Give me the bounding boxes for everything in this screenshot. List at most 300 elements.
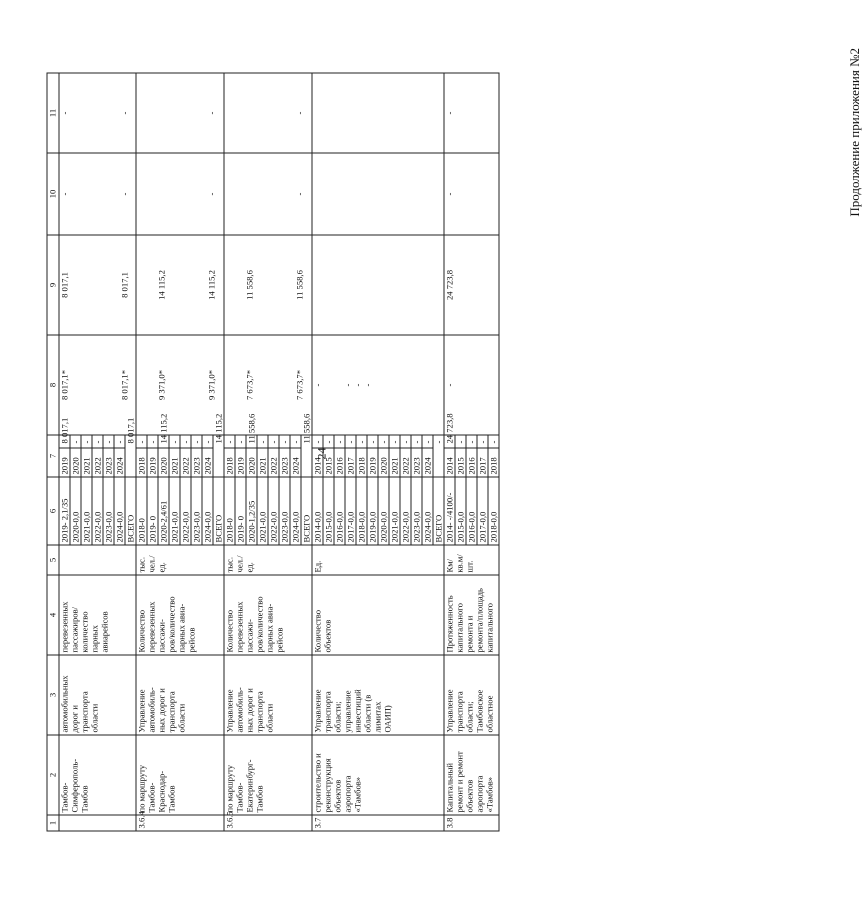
cell-text: транспорта <box>166 691 177 733</box>
cell-value <box>373 238 383 333</box>
cell-text: транспорта <box>454 691 465 733</box>
header-cell-6: 6 <box>47 477 59 545</box>
cell-value <box>323 238 333 333</box>
cell-text: пассажиров/ <box>69 606 80 653</box>
cell-value <box>177 238 187 333</box>
cell-value: - <box>206 192 217 196</box>
cell-text: Тамбов <box>79 785 90 813</box>
period-value: 2018-0,0 <box>356 478 367 545</box>
cell-text: пассажи- <box>156 619 167 653</box>
header-cell-1: 1 <box>47 815 59 831</box>
cell-c9 <box>59 235 136 335</box>
amount-year: 2014 <box>445 448 455 475</box>
cell-value <box>235 338 245 433</box>
amount-line <box>367 436 378 477</box>
cell-value <box>90 238 100 333</box>
continuation-label: Продолжение приложения №2 <box>847 48 862 217</box>
cell-text: лимитах <box>372 701 383 733</box>
cell-value <box>70 238 80 333</box>
cell-c8 <box>312 335 444 435</box>
amount-line <box>225 436 235 477</box>
period-value: 2022-0,0 <box>92 478 103 545</box>
cell-text: по маршруту <box>136 764 147 813</box>
amount-value: - <box>279 440 290 444</box>
cell-value <box>225 238 235 333</box>
amount-line <box>246 413 257 477</box>
cell-c11 <box>224 73 312 153</box>
amount-year: 2015 <box>324 448 334 475</box>
cell-value <box>403 156 413 233</box>
cell-value <box>383 156 393 233</box>
cell-value: 8 017,1* <box>119 369 130 401</box>
amount-value: 24 723,8 <box>444 413 455 444</box>
cell-value <box>110 156 120 233</box>
cell-value <box>197 76 207 151</box>
amount-line <box>169 436 180 477</box>
amount-value: - <box>411 440 422 444</box>
cell-c11 <box>444 73 499 153</box>
cell-value <box>423 156 433 233</box>
amount-line <box>191 436 202 477</box>
period-value: 2020-1,2/35 <box>246 478 257 545</box>
amount-value: - <box>378 440 389 444</box>
cell-c8 <box>136 335 224 435</box>
cell-text: Количество <box>224 609 235 653</box>
cell-c5 <box>59 545 136 575</box>
period-value: 2024-0,0 <box>290 478 301 545</box>
cell-value <box>363 76 373 151</box>
amount-value: - <box>180 440 191 444</box>
cell-text: автомобиль- <box>234 687 245 733</box>
amount-value: 14 115,2 <box>158 413 169 444</box>
cell-value <box>383 76 393 151</box>
amount-value: - <box>422 440 433 444</box>
cell-text: объектов <box>332 779 343 813</box>
cell-value: 8 017,1* <box>59 369 70 401</box>
cell-c10 <box>312 153 444 235</box>
header-cell-5: 5 <box>47 545 59 575</box>
amount-value: - <box>92 440 103 444</box>
cell-value <box>413 76 423 151</box>
cell-text: ремонта/площадь <box>474 588 485 653</box>
cell-value <box>147 76 157 151</box>
amount-line <box>400 436 411 477</box>
amount-year: 2022 <box>93 448 103 475</box>
amount-line <box>334 436 345 477</box>
amount-line <box>466 436 477 477</box>
cell-value <box>245 76 255 151</box>
cell-value <box>285 76 295 151</box>
cell-value: - <box>119 192 130 196</box>
amount-value: - <box>400 440 411 444</box>
amount-year: 2023 <box>280 448 290 475</box>
amount-line <box>114 436 125 477</box>
cell-c3 <box>444 655 499 735</box>
cell-text: ремонт и ремонт <box>454 751 465 813</box>
cell-text: области <box>89 703 100 733</box>
cell-value <box>353 156 363 233</box>
amount-value: - <box>224 440 235 444</box>
cell-text: области; <box>464 701 475 733</box>
cell-value <box>373 156 383 233</box>
header-cell-4: 4 <box>47 575 59 655</box>
cell-value <box>157 76 167 151</box>
cell-value <box>455 338 465 433</box>
cell-value <box>353 238 363 333</box>
cell-value <box>393 338 403 433</box>
cell-value <box>157 156 167 233</box>
cell-text: Км/ <box>444 558 455 573</box>
cell-text: ров/количество <box>254 596 265 653</box>
data-table <box>47 73 500 832</box>
cell-value <box>167 156 177 233</box>
amount-year: 2019 <box>148 448 158 475</box>
cell-text: «Тамбов» <box>484 776 495 813</box>
amount-line <box>213 413 224 477</box>
period-value: 2017-0,0 <box>477 478 488 545</box>
cell-value <box>100 156 110 233</box>
header-cell-3: 3 <box>47 655 59 735</box>
cell-text: Тамбов <box>166 785 177 813</box>
cell-text: тыс. <box>136 557 147 573</box>
amount-line <box>323 436 334 477</box>
period-value: 2021-0,0 <box>257 478 268 545</box>
amount-year: 2018 <box>357 448 367 475</box>
cell-value <box>265 156 275 233</box>
header-cell-2: 2 <box>47 735 59 815</box>
cell-value <box>265 238 275 333</box>
cell-value: - <box>59 111 70 115</box>
cell-value <box>343 238 353 333</box>
cell-value: - <box>362 383 373 387</box>
cell-value <box>90 156 100 233</box>
cell-value <box>275 338 285 433</box>
cell-c3 <box>59 655 136 735</box>
cell-value <box>177 76 187 151</box>
header-cell-10: 10 <box>47 153 59 235</box>
cell-value: - <box>444 383 455 387</box>
cell-text: авиарейсов <box>99 611 110 653</box>
cell-text: по маршруту <box>224 764 235 813</box>
header-cell-7: 7 <box>47 435 59 477</box>
amount-value: - <box>488 440 499 444</box>
cell-c2 <box>444 735 499 815</box>
cell-value <box>403 238 413 333</box>
amount-value: - <box>81 440 92 444</box>
cell-value <box>393 156 403 233</box>
cell-value <box>485 338 495 433</box>
cell-value <box>90 76 100 151</box>
cell-c3 <box>312 655 444 735</box>
cell-c11 <box>59 73 136 153</box>
amount-line <box>59 417 70 477</box>
cell-text: инвестиций <box>352 689 363 733</box>
period-value: 2022-0,0 <box>268 478 279 545</box>
amount-value: - <box>290 440 301 444</box>
cell-c3 <box>136 655 224 735</box>
cell-c4 <box>224 575 312 655</box>
cell-value <box>383 238 393 333</box>
amount-line <box>455 436 466 477</box>
cell-text: чел./ <box>146 555 157 573</box>
amount-value: - <box>191 440 202 444</box>
cell-c7 <box>444 413 499 477</box>
amount-year: 2024 <box>115 448 125 475</box>
row-number: 3.6.5 <box>224 811 235 829</box>
cell-text: ед. <box>156 562 167 573</box>
cell-value <box>177 156 187 233</box>
amount-line <box>235 436 246 477</box>
amount-value: - <box>312 440 323 444</box>
period-value: ВСЕГО <box>433 478 444 545</box>
amount-value: - <box>367 440 378 444</box>
cell-text: парных авиа- <box>264 603 275 653</box>
cell-value <box>285 238 295 333</box>
amount-value: 11 558,6 <box>246 413 257 444</box>
cell-value: - <box>119 111 130 115</box>
amount-value: - <box>169 440 180 444</box>
cell-value <box>485 156 495 233</box>
row-number: 3.8 <box>444 817 455 829</box>
cell-text: Управление <box>444 689 455 733</box>
cell-c10 <box>444 153 499 235</box>
cell-text: Протяженность <box>444 595 455 653</box>
amount-year: 2020 <box>71 448 81 475</box>
amount-year: 2014 <box>313 448 323 475</box>
period-value: 2024-0,0 <box>202 478 213 545</box>
cell-value <box>475 76 485 151</box>
cell-value <box>197 156 207 233</box>
cell-value <box>167 76 177 151</box>
cell-value <box>455 76 465 151</box>
cell-value <box>333 76 343 151</box>
period-value: 2023-0,0 <box>191 478 202 545</box>
cell-value <box>255 156 265 233</box>
period-value: 2017-0,0 <box>345 478 356 545</box>
cell-value <box>393 76 403 151</box>
amount-year: 2020 <box>159 448 169 475</box>
period-value: 2021-0,0 <box>81 478 92 545</box>
page-number: 24 <box>314 447 329 460</box>
cell-c7 <box>312 435 444 477</box>
amount-line <box>125 417 136 477</box>
table-row <box>136 73 224 831</box>
amount-value: - <box>455 440 466 444</box>
amount-value: - <box>433 440 444 444</box>
cell-value <box>100 238 110 333</box>
amount-year: 2023 <box>104 448 114 475</box>
amount-year: 2022 <box>401 448 411 475</box>
amount-line <box>279 436 290 477</box>
cell-text: рейсов <box>186 627 197 653</box>
cell-text: аэропорта <box>342 775 353 813</box>
row-number: 3.7 <box>312 817 323 829</box>
cell-c2 <box>136 735 224 815</box>
period-value: 2023-0,0 <box>279 478 290 545</box>
cell-text: Управление <box>312 689 323 733</box>
cell-value <box>313 238 323 333</box>
cell-value <box>110 238 120 333</box>
cell-c2 <box>312 735 444 815</box>
cell-value <box>383 338 393 433</box>
period-value: 2016-0,0 <box>466 478 477 545</box>
cell-period-values <box>224 477 312 545</box>
cell-value <box>333 338 343 433</box>
cell-c10 <box>224 153 312 235</box>
cell-text: ОАИП) <box>382 705 393 733</box>
amount-value: - <box>356 440 367 444</box>
cell-value <box>285 338 295 433</box>
cell-value: - <box>444 192 455 196</box>
cell-value <box>90 338 100 433</box>
cell-text: Тамбов- <box>59 782 70 813</box>
cell-text: области <box>264 703 275 733</box>
cell-value <box>465 338 475 433</box>
cell-text: области <box>176 703 187 733</box>
cell-value <box>465 156 475 233</box>
amount-year: 2022 <box>269 448 279 475</box>
cell-value <box>413 238 423 333</box>
cell-text: Тамбов- <box>234 782 245 813</box>
cell-text: шт. <box>464 560 475 573</box>
cell-text: Управление <box>136 689 147 733</box>
cell-c8 <box>224 335 312 435</box>
amount-year: 2024 <box>291 448 301 475</box>
cell-text: количество <box>79 611 90 653</box>
header-row <box>47 73 59 831</box>
cell-value <box>475 238 485 333</box>
cell-value <box>110 76 120 151</box>
cell-value: 14 115,2 <box>156 270 167 300</box>
cell-value: - <box>342 383 353 387</box>
cell-c10 <box>59 153 136 235</box>
cell-text: парных <box>89 625 100 653</box>
cell-value <box>323 76 333 151</box>
period-value: ВСЕГО <box>301 478 312 545</box>
cell-text: кв.м/ <box>454 554 465 573</box>
cell-c4 <box>59 575 136 655</box>
cell-value: 24 723,8 <box>444 269 455 301</box>
cell-value <box>147 156 157 233</box>
cell-text: рейсов <box>274 627 285 653</box>
period-value: 2014- -/4100/- <box>444 492 455 543</box>
amount-year: 2015 <box>456 448 466 475</box>
amount-value: 8 017,1 <box>59 417 70 444</box>
cell-value <box>137 76 147 151</box>
amount-line <box>92 436 103 477</box>
cell-value <box>265 76 275 151</box>
cell-c7 <box>59 417 136 477</box>
cell-value <box>485 238 495 333</box>
cell-value <box>413 338 423 433</box>
period-value: 2023-0,0 <box>103 478 114 545</box>
cell-text: Капитальный <box>444 763 455 813</box>
amount-line <box>444 413 455 477</box>
amount-year: 2021 <box>390 448 400 475</box>
amount-value: - <box>323 440 334 444</box>
header-cell-9: 9 <box>47 235 59 335</box>
cell-value <box>363 156 373 233</box>
cell-value <box>363 238 373 333</box>
cell-period-values <box>136 477 224 545</box>
cell-text: строительство и <box>312 753 323 813</box>
cell-value <box>423 76 433 151</box>
period-value: 2020-2,4/61 <box>158 478 169 545</box>
amount-line <box>389 436 400 477</box>
cell-value <box>197 338 207 433</box>
cell-c7 <box>136 413 224 477</box>
cell-value: - <box>444 111 455 115</box>
amount-year: 2018 <box>489 448 499 475</box>
amount-line <box>411 436 422 477</box>
cell-text: Тамбовское <box>474 689 485 733</box>
period-value: 2023-0,0 <box>411 478 422 545</box>
row-number-cell <box>136 811 224 831</box>
cell-text: ров/количество <box>166 596 177 653</box>
period-value: 2022-0,0 <box>180 478 191 545</box>
amount-line <box>147 436 158 477</box>
cell-period-values <box>59 477 136 545</box>
cell-text: транспорта <box>254 691 265 733</box>
amount-year: 2016 <box>335 448 345 475</box>
cell-value <box>465 238 475 333</box>
cell-value <box>70 338 80 433</box>
amount-line <box>257 436 268 477</box>
cell-value <box>197 238 207 333</box>
cell-c11 <box>136 73 224 153</box>
amount-year: 2023 <box>192 448 202 475</box>
cell-value <box>323 156 333 233</box>
cell-value: - <box>206 111 217 115</box>
cell-c5 <box>224 545 312 575</box>
cell-value <box>167 238 177 333</box>
cell-value <box>313 76 323 151</box>
cell-value <box>455 156 465 233</box>
cell-value <box>147 338 157 433</box>
amount-year: 2016 <box>467 448 477 475</box>
cell-value <box>245 156 255 233</box>
cell-value <box>323 338 333 433</box>
cell-text: тыс. <box>224 557 235 573</box>
cell-value <box>137 156 147 233</box>
cell-value <box>275 238 285 333</box>
amount-value: - <box>268 440 279 444</box>
cell-value <box>70 156 80 233</box>
row-number <box>60 818 70 829</box>
cell-value <box>70 76 80 151</box>
cell-value <box>285 156 295 233</box>
cell-value: 7 673,7* <box>294 369 305 401</box>
cell-value <box>423 238 433 333</box>
row-number-cell <box>444 815 499 831</box>
cell-value: - <box>294 192 305 196</box>
cell-text: аэропорта <box>474 775 485 813</box>
amount-line <box>345 436 356 477</box>
cell-value <box>373 76 383 151</box>
cell-value <box>475 156 485 233</box>
cell-value: 9 371,0* <box>156 369 167 401</box>
amount-value: 11 558,6 <box>301 413 312 444</box>
cell-c9 <box>444 235 499 335</box>
period-value: 2019-0,0 <box>367 478 378 545</box>
cell-c4 <box>136 575 224 655</box>
amount-year: 2019 <box>60 448 70 475</box>
amount-year: 2020 <box>247 448 257 475</box>
amount-year: 2022 <box>181 448 191 475</box>
cell-value <box>177 338 187 433</box>
cell-value: - <box>352 383 363 387</box>
cell-text: ных дорог и <box>244 688 255 733</box>
